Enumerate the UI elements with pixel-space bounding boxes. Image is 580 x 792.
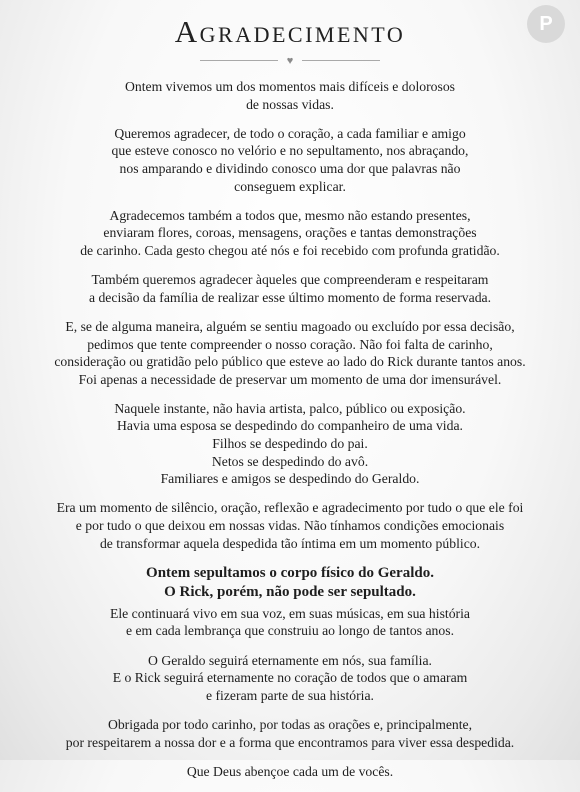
- letter-paragraph: [16, 318, 564, 388]
- paragraph-line: enviaram flores, coroas, mensagens, orações e tantas demonstrações: [103, 225, 477, 241]
- heart-icon: ♥: [286, 55, 294, 67]
- letter-paragraph: [16, 763, 564, 781]
- paragraph-line: Também queremos agradecer àqueles que compreenderam e respeitaram: [91, 272, 489, 288]
- paragraph-line: Queremos agradecer, de todo o coração, a cada familiar e amigo: [114, 125, 466, 141]
- paragraph-line: e por tudo o que deixou em nossas vidas. Não tínhamos condições emocionais: [75, 518, 505, 534]
- paragraph-line: Ele continuará vivo em sua voz, em suas músicas, em sua história: [110, 605, 470, 621]
- emphasis-paragraph: [16, 564, 564, 602]
- paragraph-line: de nossas vidas.: [246, 96, 334, 112]
- watermark-badge-icon: P: [527, 5, 565, 43]
- divider-line-right: [302, 60, 380, 61]
- paragraph-line: E, se de alguma maneira, alguém se sentiu magoado ou excluído por essa decisão,: [65, 318, 515, 334]
- paragraph-line: nos amparando e dividindo conosco uma dor que palavras não: [119, 160, 461, 176]
- paragraph-line: de carinho. Cada gesto chegou até nós e foi recebido com profunda gratidão.: [80, 242, 500, 258]
- paragraph-line: Filhos se despedindo do pai.: [212, 436, 368, 452]
- paragraph-line: Familiares e amigos se despedindo do Geraldo.: [160, 471, 420, 487]
- letter-body: [16, 78, 564, 792]
- paragraph-line: pedimos que tente compreender o nosso coração. Não foi falta de carinho,: [87, 336, 493, 352]
- title-divider: [200, 55, 380, 67]
- paragraph-line: Netos se despedindo do avô.: [211, 453, 369, 469]
- paragraph-line: Foi apenas a necessidade de preservar um momento de uma dor imensurável.: [78, 371, 502, 387]
- letter-paragraph: [16, 125, 564, 195]
- paragraph-line: O Rick, porém, não pode ser sepultado.: [164, 583, 416, 600]
- paragraph-line: Ontem vivemos um dos momentos mais difíceis e dolorosos: [125, 79, 455, 94]
- paragraph-line: Agradecemos também a todos que, mesmo não estando presentes,: [109, 207, 471, 223]
- letter-paragraph: [16, 652, 564, 705]
- paragraph-line: O Geraldo seguirá eternamente em nós, sua família.: [148, 652, 432, 668]
- letter-paragraph: [16, 716, 564, 751]
- letter-paragraph: [16, 78, 564, 113]
- paragraph-line: consideração ou gratidão pelo público que esteve ao lado do Rick durante tantos anos.: [54, 354, 526, 370]
- letter-paragraph: [16, 271, 564, 306]
- paragraph-line: Ontem sepultamos o corpo físico do Geraldo.: [146, 564, 434, 581]
- paragraph-line: por respeitarem a nossa dor e a forma que encontramos para viver essa despedida.: [65, 734, 515, 750]
- paragraph-line: de transformar aquela despedida tão íntima em um momento público.: [99, 535, 481, 551]
- paragraph-line: Naquele instante, não havia artista, palco, público ou exposição.: [114, 400, 466, 416]
- letter-paragraph: [16, 499, 564, 552]
- paragraph-line: a decisão da família de realizar esse último momento de forma reservada.: [88, 289, 492, 305]
- paragraph-line: Que Deus abençoe cada um de vocês.: [186, 763, 394, 779]
- page-title: Agradecimento: [174, 14, 406, 49]
- letter-paragraph: [16, 207, 564, 260]
- letter-paragraph: [16, 605, 564, 640]
- paragraph-line: que esteve conosco no velório e no sepultamento, nos abraçando,: [111, 143, 469, 159]
- paragraph-line: Era um momento de silêncio, oração, reflexão e agradecimento por tudo o que ele foi: [56, 500, 524, 516]
- paragraph-line: e em cada lembrança que construiu ao longo de tantos anos.: [125, 623, 454, 639]
- paragraph-line: e fizeram parte de sua história.: [206, 687, 374, 703]
- paragraph-line: conseguem explicar.: [234, 178, 346, 194]
- letter-paragraph: [16, 400, 564, 488]
- paragraph-line: Obrigada por todo carinho, por todas as orações e, principalmente,: [107, 716, 473, 732]
- paragraph-line: E o Rick seguirá eternamente no coração de todos que o amaram: [112, 670, 468, 686]
- divider-line-left: [200, 60, 278, 61]
- paragraph-line: Havia uma esposa se despedindo do companheiro de uma vida.: [117, 418, 463, 434]
